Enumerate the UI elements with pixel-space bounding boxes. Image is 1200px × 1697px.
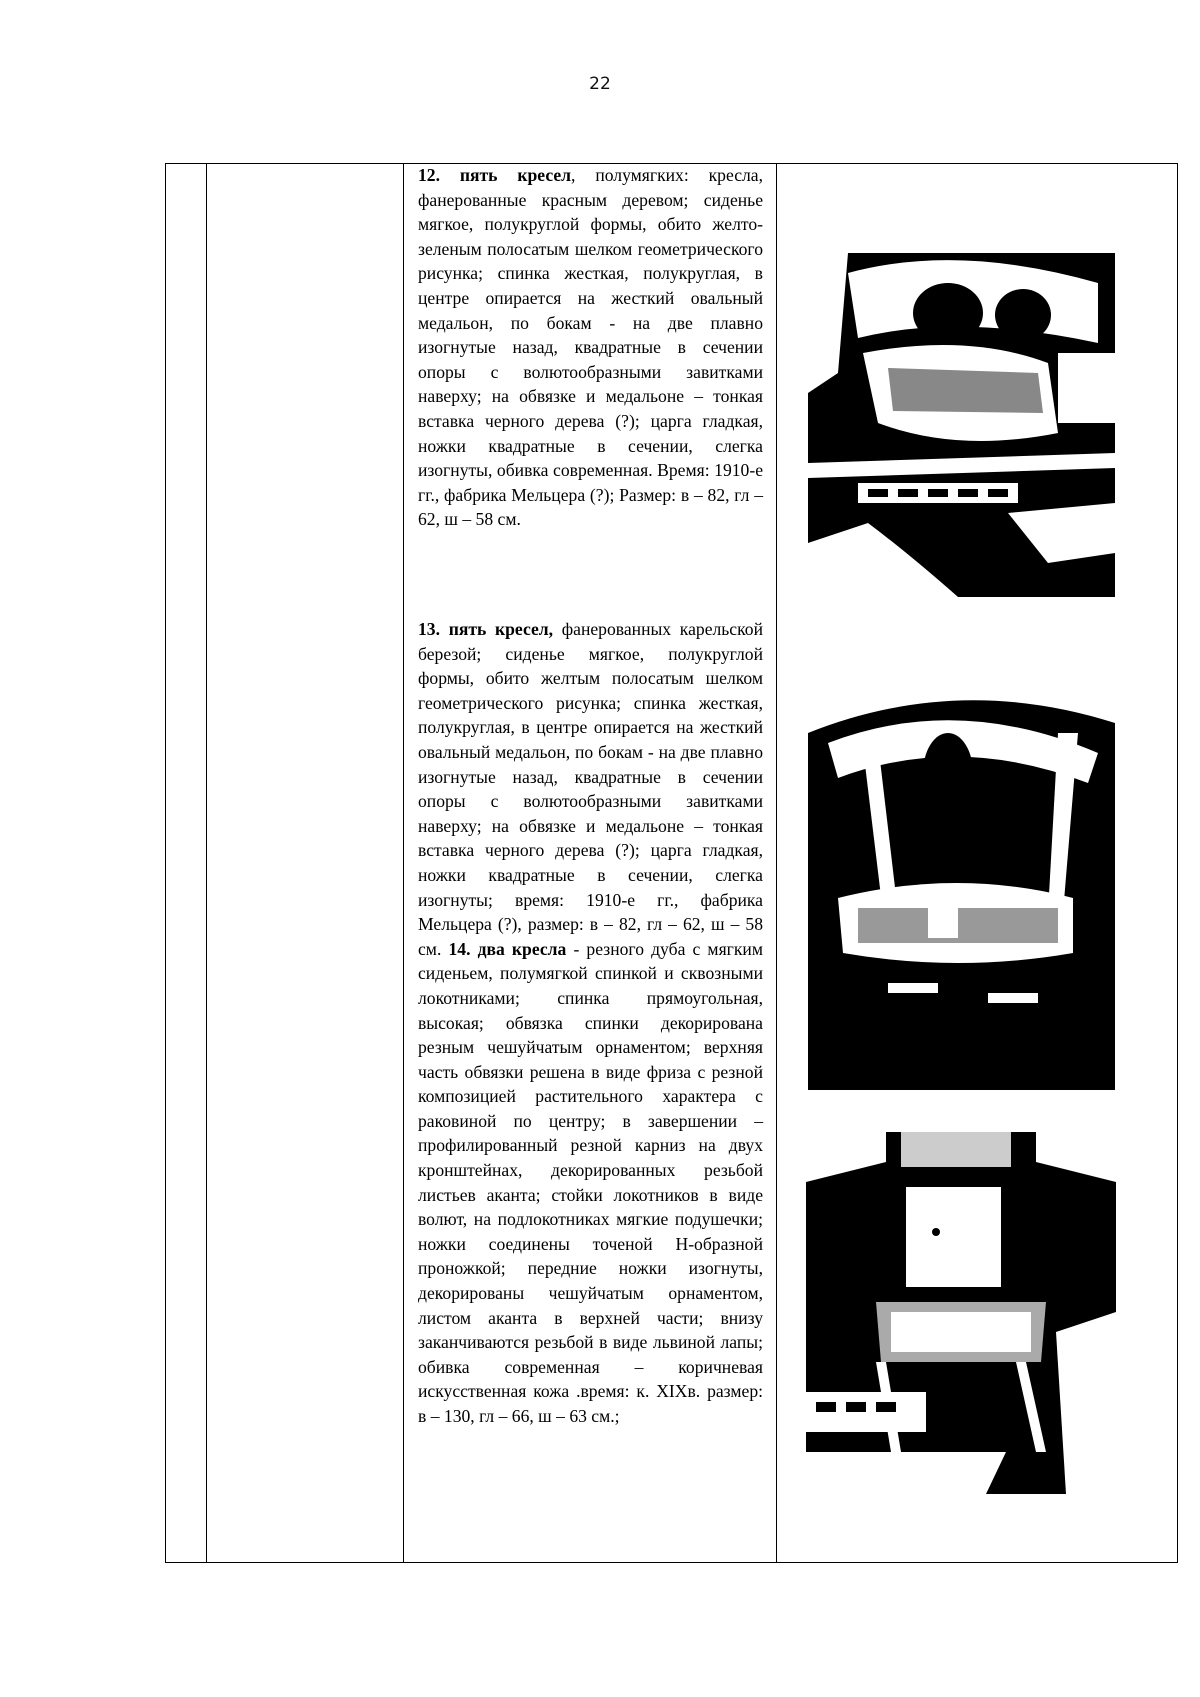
column-divider xyxy=(403,164,404,1562)
armchair-photo-2-image xyxy=(808,653,1115,1090)
entry-13-heading: 13. пять кресел, xyxy=(418,619,554,639)
armchair-photo-1-image xyxy=(808,253,1115,597)
entry-13-description xyxy=(418,617,763,1429)
entry-12-description xyxy=(418,163,763,532)
entry-14-heading: 14. два кресла xyxy=(448,938,567,959)
armchair-photo-2 xyxy=(808,653,1115,1090)
armchair-photo-3-image xyxy=(806,1132,1116,1494)
column-divider xyxy=(206,164,207,1562)
entry-13-text: фанерованных карельской березой; сиденье мягкое, полукруглой формы, обито желтым полосатым шелком геометрического рисунка; спинка жесткая, полукруглая, в центре опирается на жесткий овальный медальон, по бокам - на две плавно изогнутые назад, квадратные в сечении опоры с волютообразными завитками наверху; на обвязке и медальоне – тонкая вставка черного дерева (?); царга гладкая, ножки квадратные в сечении, слегка изогнуты; время: 1910-е гг., фабрика Мельцера (?), размер: в – 82, гл – 62, ш – 58 см. xyxy=(418,619,763,959)
entry-12-heading: 12. пять кресел xyxy=(418,165,572,185)
entry-12-text: , полумягких: кресла, фанерованные красным деревом; сиденье мягкое, полукруглой формы, обито желто-зеленым полосатым шелком геометрического рисунка; спинка жесткая, полукруглая, в центре опирается на жесткий овальный медальон, по бокам - на две плавно изогнутые назад, квадратные в сечении опоры с волютообразными завитками наверху; на обвязке и медальоне – тонкая вставка черного дерева (?); царга гладкая, ножки квадратные в сечении, слегка изогнуты, обивка современная. Время: 1910-е гг., фабрика Мельцера (?); Размер: в – 82, гл – 62, ш – 58 см. xyxy=(418,165,764,530)
page-number: 22 xyxy=(589,74,611,94)
armchair-photo-1 xyxy=(808,253,1115,597)
column-divider xyxy=(776,164,777,1562)
armchair-photo-3 xyxy=(806,1132,1116,1494)
entry-14-text: - резного дуба с мягким сиденьем, полумягкой спинкой и сквозными локотниками; спинка прямоугольная, высокая; обвязка спинки декорирована резным чешуйчатым орнаментом; верхняя часть обвязки решена в виде фриза с резной композицией растительного характера с раковиной по центру; в завершении – профилированный резной карниз на двух кронштейнах, декорированных резьбой листьев аканта; стойки локотников в виде волют, на подлокотниках мягкие подушечки; ножки соединены точеной Н-образной проножкой; передние ножки изогнуты, декорированы чешуйчатым орнаментом, листом аканта в верхней части; внизу заканчиваются резьбой в виде львиной лапы; обивка современная – коричневая искусственная кожа .время: к. XIXв. размер: в – 130, гл – 66, ш – 63 см.; xyxy=(418,938,763,1426)
